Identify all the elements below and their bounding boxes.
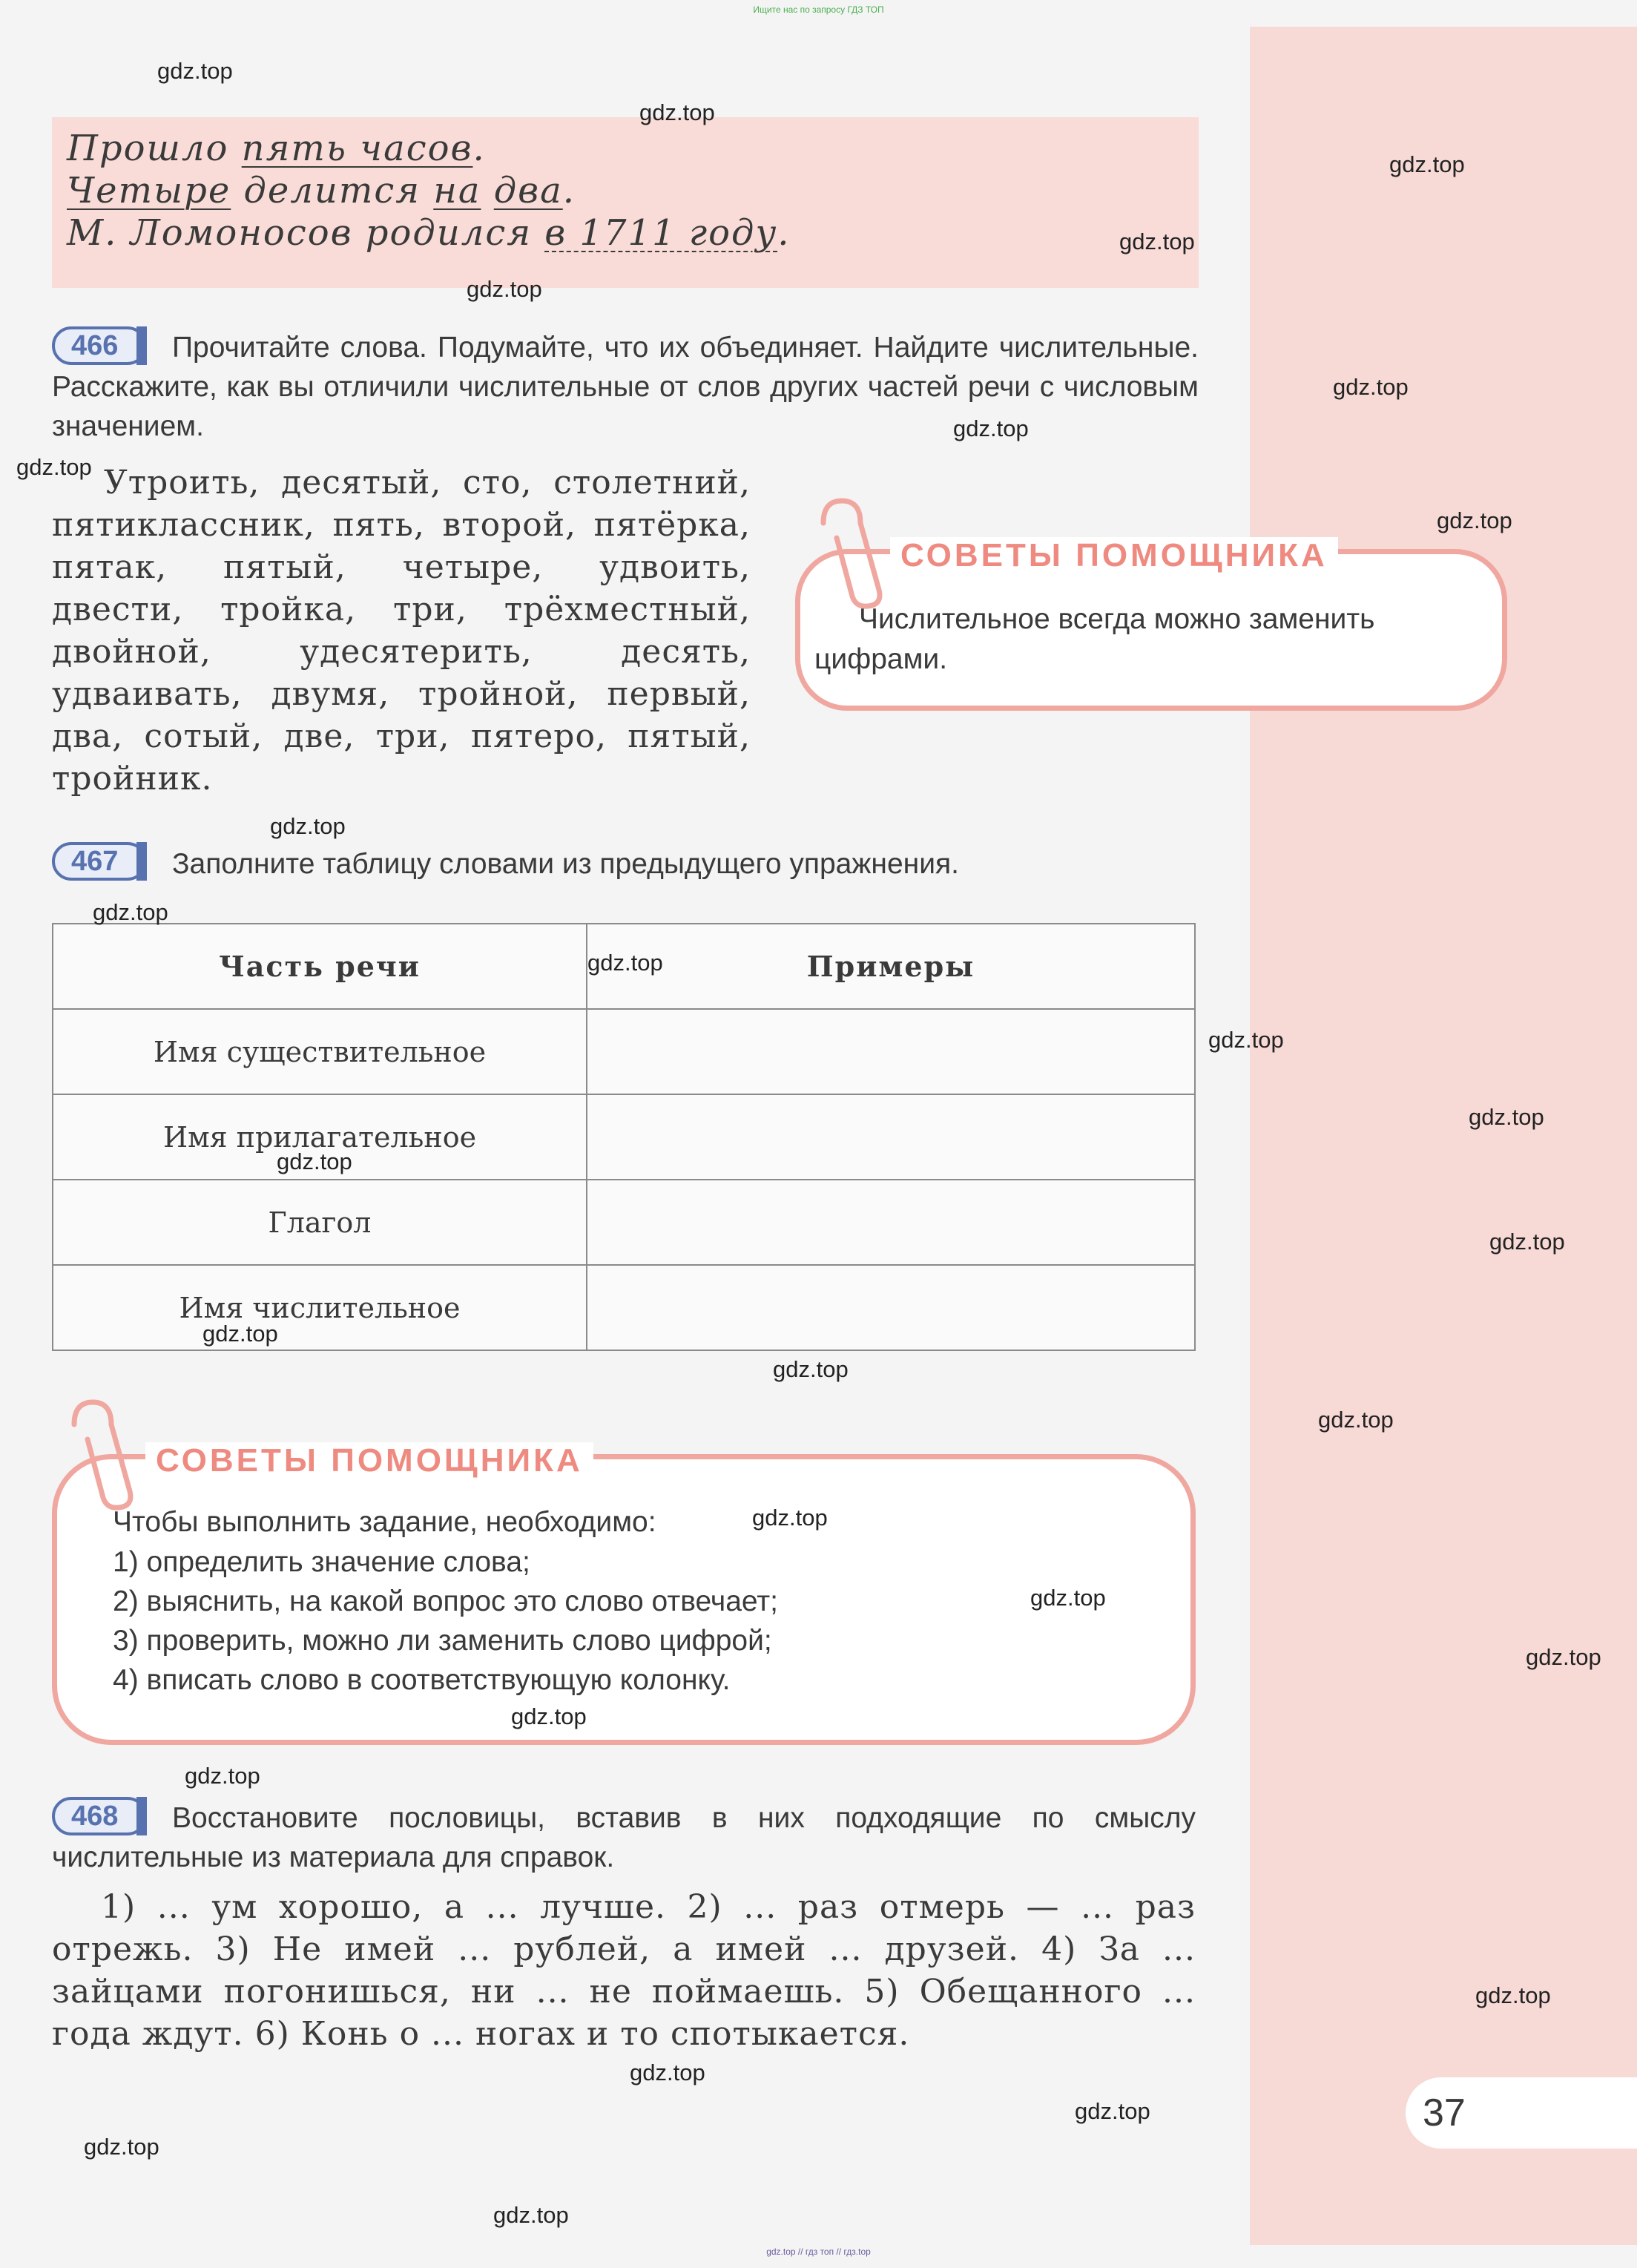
watermark: gdz.top [277,1148,352,1174]
tip-2-intro: Чтобы выполнить задание, необходимо: [113,1506,656,1538]
tip-2-step: 3) проверить, можно ли заменить слово цифрой; [113,1625,772,1657]
watermark: gdz.top [1318,1407,1394,1433]
watermark: gdz.top [185,1763,260,1789]
table-cell-examples[interactable] [587,1180,1195,1265]
watermark: gdz.top [773,1356,849,1382]
watermark: gdz.top [202,1321,278,1347]
exercise-468-badge: 468 [52,1797,147,1835]
tip-2-step: 4) вписать слово в соответствующую колонку. [113,1664,731,1696]
watermark: gdz.top [1469,1104,1544,1130]
watermark: gdz.top [587,950,663,976]
exercise-467-badge: 467 [52,842,147,881]
watermark: gdz.top [16,454,92,480]
exercise-468-text: 1) ... ум хорошо, а ... лучше. 2) ... раз отмерь — ... раз отрежь. 3) Не имей ... рублей, а имей ... друзей. 4) За ... зайцами погонишься, ни ... не поймаешь. 5) Обещанного ... года ждут. 6) Конь о ... ногах и то спотыкается. [52,1888,1196,2053]
watermark: gdz.top [1333,374,1409,400]
example-line-3: М. Ломоносов родился в 1711 году. [67,212,791,254]
watermark: gdz.top [467,276,542,302]
watermark: gdz.top [511,1703,587,1729]
tip-2-step: 1) определить значение слова; [113,1546,530,1578]
page-number: 37 [1423,2091,1466,2134]
exercise-468-instruction: Восстановите пословицы, вставив в них подходящие по смыслу числительные из материала для справок. [52,1802,1196,1873]
watermark: gdz.top [1075,2098,1150,2124]
table-cell-part: Глагол [53,1180,587,1265]
table-row [53,1180,1195,1265]
tip-1-text: Числительное всегда можно заменить цифрами. [814,603,1375,675]
footer-note: gdz.top // гдз топ // гдз.top [766,2246,871,2257]
watermark: gdz.top [1526,1644,1601,1670]
tip-2-title: СОВЕТЫ ПОМОЩНИКА [145,1442,593,1479]
paperclip-icon [59,1395,148,1513]
table-row [53,1094,1195,1180]
watermark: gdz.top [84,2134,159,2160]
watermark: gdz.top [630,2060,705,2085]
table-cell-part: Имя прилагательное [53,1094,587,1180]
exercise-466-instruction: Прочитайте слова. Подумайте, что их объединяет. Найдите числительные. Расскажите, как вы отличили числительные от слов других частей речи с числовым значением. [52,332,1199,442]
watermark: gdz.top [1389,151,1465,177]
watermark: gdz.top [1475,1982,1551,2008]
paperclip-icon [808,493,897,612]
watermark: gdz.top [1119,229,1195,254]
watermark: gdz.top [493,2202,569,2228]
watermark: gdz.top [270,813,346,839]
exercise-467-instruction: Заполните таблицу словами из предыдущего упражнения. [172,848,959,880]
table-cell-part: Имя существительное [53,1009,587,1094]
watermark: gdz.top [1489,1229,1565,1255]
exercise-466-badge: 466 [52,326,147,365]
table-cell-examples[interactable] [587,1009,1195,1094]
example-line-1: Прошло пять часов. [67,128,486,169]
watermark: gdz.top [157,58,233,84]
tip-1-title: СОВЕТЫ ПОМОЩНИКА [890,537,1338,574]
table-cell-examples[interactable] [587,1094,1195,1180]
header-note: Ищите нас по запросу ГДЗ ТОП [753,4,884,15]
watermark: gdz.top [953,415,1029,441]
watermark: gdz.top [1030,1585,1106,1611]
table-header-examples: Примеры [587,924,1195,1009]
watermark: gdz.top [1208,1027,1284,1053]
table-cell-part: Имя числительное [53,1265,587,1350]
table-header-part: Часть речи [53,924,587,1009]
table-cell-examples[interactable] [587,1265,1195,1350]
watermark: gdz.top [639,99,715,125]
watermark: gdz.top [93,899,168,925]
watermark: gdz.top [752,1505,828,1531]
page-margin-band [1250,27,1637,2245]
exercise-466-words: Утроить, десятый, сто, столетний, пятиклассник, пять, второй, пятёрка, пятак, пятый, четыре, удвоить, двести, тройка, три, трёхместный, двойной, удесятерить, десять, удваивать, двумя, тройной, первый, два, сотый, две, три, пятеро, пятый, тройник. [52,464,751,798]
table-row [53,1009,1195,1094]
watermark: gdz.top [1437,507,1512,533]
example-line-2: Четыре делится на два. [67,170,576,211]
tip-2-step: 2) выяснить, на какой вопрос это слово отвечает; [113,1585,778,1617]
parts-of-speech-table [52,923,1196,1351]
